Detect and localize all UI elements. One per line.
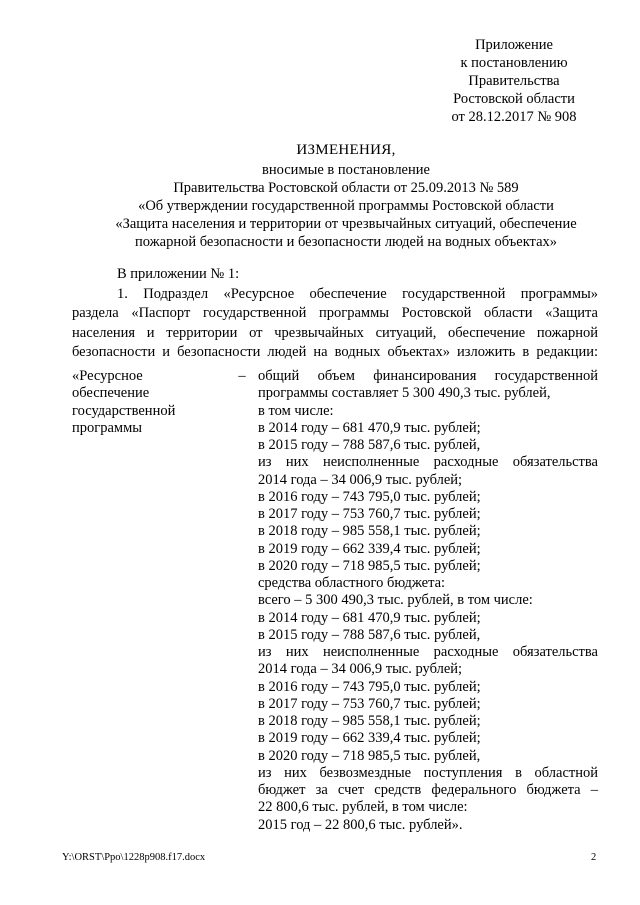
resource-line: программы составляет 5 300 490,3 тыс. рублей, [258, 385, 551, 402]
document-title [72, 141, 620, 251]
paragraph-line: 1. Подраздел «Ресурсное обеспечение государственной программы» [117, 285, 598, 302]
resource-line: в 2016 году – 743 795,0 тыс. рублей; [258, 678, 481, 695]
label-line: государственной [72, 402, 176, 419]
resource-line: в 2017 году – 753 760,7 тыс. рублей; [258, 695, 481, 712]
resource-line: 22 800,6 тыс. рублей, в том числе: [258, 799, 468, 816]
resource-line: в 2020 году – 718 985,5 тыс. рублей, [258, 747, 481, 764]
title-line: пожарной безопасности и безопасности людей на водных объектах» [134, 234, 558, 250]
label-line: программы [72, 419, 142, 436]
title-line: Правительства Ростовской области от 25.09.2013 № 589 [173, 180, 519, 196]
intro-section [72, 265, 598, 363]
appendix-line: Приложение [475, 37, 553, 53]
resource-details [258, 368, 598, 834]
resource-line: из них неисполненные расходные обязательства [258, 644, 598, 660]
title-heading: ИЗМЕНЕНИЯ, [296, 142, 396, 158]
resource-line: в 2015 году – 788 587,6 тыс. рублей, [258, 437, 481, 453]
resource-label [72, 368, 222, 437]
resource-line: в том числе: [258, 402, 334, 419]
appendix-line: от 28.12.2017 № 908 [451, 109, 577, 125]
paragraph-line: населения и территории от чрезвычайных ситуаций, обеспечение пожарной [72, 324, 598, 341]
resource-line: в 2016 году – 743 795,0 тыс. рублей; [258, 488, 481, 505]
footer-file-path: Y:\ORST\Ppo\1228p908.f17.docx [62, 852, 206, 863]
resource-line: в 2015 году – 788 587,6 тыс. рублей, [258, 626, 481, 643]
resource-line: в 2019 году – 662 339,4 тыс. рублей; [258, 540, 481, 557]
paragraph-line: безопасности и безопасности людей на водных объектах» изложить в редакции: [72, 344, 598, 360]
resource-line: в 2014 году – 681 470,9 тыс. рублей; [258, 609, 481, 626]
resource-line: из них безвозмездные поступления в областной [258, 764, 598, 781]
resource-line: бюджет за счет средств федерального бюджета – [258, 782, 598, 798]
resource-line: в 2019 году – 662 339,4 тыс. рублей; [258, 730, 481, 747]
appendix-line: Правительства [468, 73, 560, 89]
resource-line: в 2018 году – 985 558,1 тыс. рублей; [258, 713, 481, 729]
title-line: «Об утверждении государственной программы Ростовской области [138, 198, 554, 214]
footer-page-number: 2 [591, 852, 597, 863]
resource-line: в 2018 году – 985 558,1 тыс. рублей; [258, 523, 481, 540]
resource-line: в 2020 году – 718 985,5 тыс. рублей; [258, 557, 481, 574]
label-line: обеспечение [72, 385, 150, 402]
resource-line: из них неисполненные расходные обязательства [258, 454, 598, 471]
resource-line: 2015 год – 22 800,6 тыс. рублей». [258, 816, 463, 833]
resource-line: средства областного бюджета: [258, 575, 446, 591]
resource-line: в 2017 году – 753 760,7 тыс. рублей; [258, 506, 481, 522]
appendix-reference: В приложении № 1: [117, 266, 240, 282]
title-line: вносимые в постановление [262, 162, 430, 178]
appendix-stamp [420, 36, 608, 126]
resource-line: в 2014 году – 681 470,9 тыс. рублей; [258, 419, 481, 436]
label-line: «Ресурсное [72, 368, 143, 384]
appendix-line: к постановлению [460, 55, 568, 71]
resource-line: общий объем финансирования государственной [258, 368, 598, 384]
resource-line: всего – 5 300 490,3 тыс. рублей, в том числе: [258, 592, 533, 609]
separator-dash: – [238, 368, 246, 384]
paragraph-line: раздела «Паспорт государственной программы Ростовской области «Защита [72, 305, 598, 321]
resource-line: 2014 года – 34 006,9 тыс. рублей; [258, 661, 463, 678]
title-line: «Защита населения и территории от чрезвычайных ситуаций, обеспечение [115, 216, 577, 232]
point-1-paragraph [72, 285, 598, 363]
appendix-line: Ростовской области [453, 91, 575, 107]
resource-line: 2014 года – 34 006,9 тыс. рублей; [258, 471, 463, 488]
